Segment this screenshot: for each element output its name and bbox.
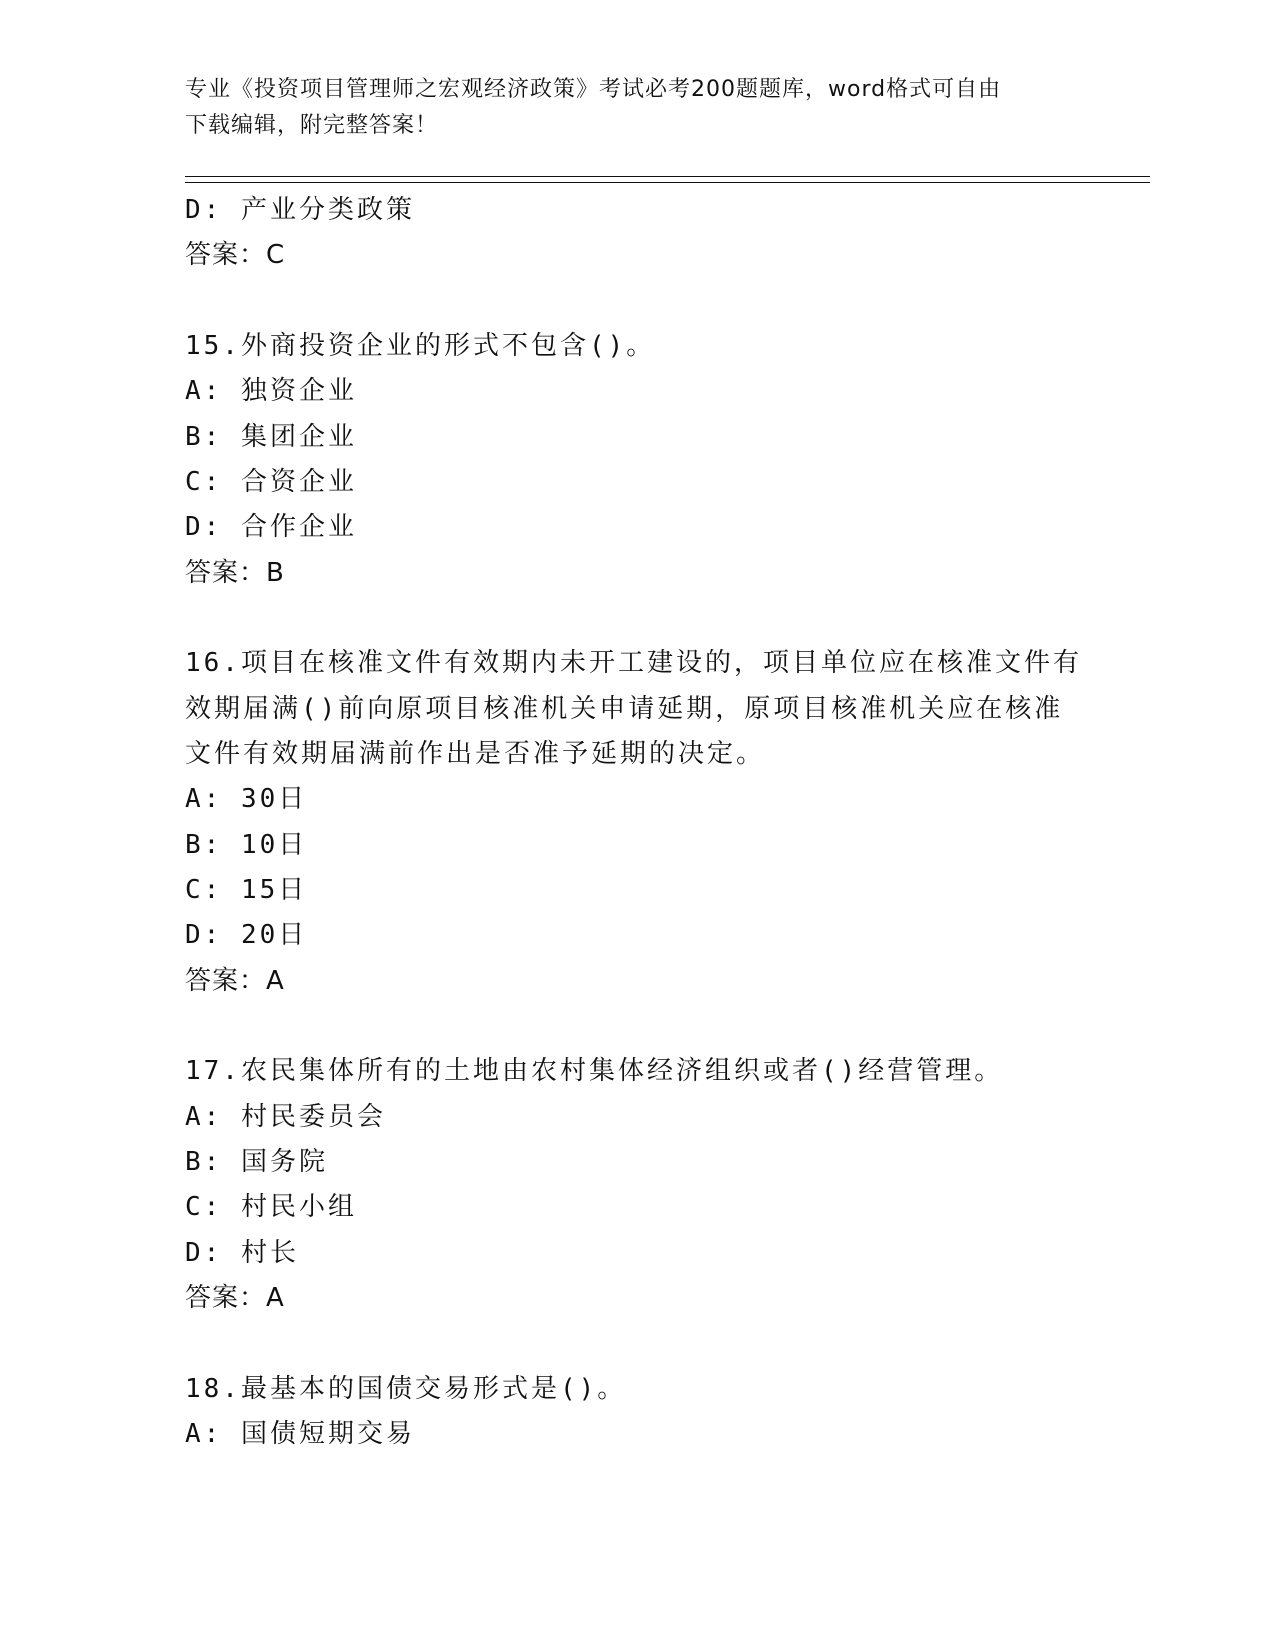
previous-question-answer: 答案：C xyxy=(185,240,286,271)
question-16-option-d: D: 20日 xyxy=(185,920,308,951)
question-content xyxy=(185,188,1085,1457)
question-18-option-a: A: 国债短期交易 xyxy=(185,1418,415,1449)
previous-question-option-d: D: 产业分类政策 xyxy=(185,195,415,225)
question-17-option-c: C: 村民小组 xyxy=(185,1192,357,1223)
question-17-text: 17.农民集体所有的土地由农村集体经济组织或者()经营管理。 xyxy=(185,1056,1004,1087)
header-divider-top xyxy=(185,176,1150,177)
question-17-option-b: B: 国务院 xyxy=(185,1147,328,1178)
header-divider-bottom xyxy=(185,182,1150,183)
question-15-answer: 答案：B xyxy=(185,557,285,588)
question-16 xyxy=(185,641,1085,1004)
question-16-option-c: C: 15日 xyxy=(185,875,308,906)
question-15-text: 15.外商投资企业的形式不包含()。 xyxy=(185,330,656,361)
question-15-option-b: B: 集团企业 xyxy=(185,421,357,452)
question-17-answer: 答案：A xyxy=(185,1283,285,1314)
question-16-answer: 答案：A xyxy=(185,965,285,996)
question-16-option-a: A: 30日 xyxy=(185,784,308,815)
question-15-option-d: D: 合作企业 xyxy=(185,512,357,543)
question-16-text-line-1: 16.项目在核准文件有效期内未开工建设的，项目单位应在核准文件有 xyxy=(185,648,1082,679)
question-16-option-b: B: 10日 xyxy=(185,829,308,860)
question-16-text-line-2: 效期届满()前向原项目核准机关申请延期，原项目核准机关应在核准 xyxy=(185,693,1064,724)
question-16-text-line-3: 文件有效期届满前作出是否准予延期的决定。 xyxy=(185,738,766,769)
question-15-option-c: C: 合资企业 xyxy=(185,466,357,497)
header-line-2: 下载编辑，附完整答案！ xyxy=(185,113,439,138)
question-17-option-a: A: 村民委员会 xyxy=(185,1101,386,1132)
document-header xyxy=(185,72,1065,144)
question-15-option-a: A: 独资企业 xyxy=(185,376,357,407)
question-18-text: 18.最基本的国债交易形式是()。 xyxy=(185,1373,627,1404)
question-18 xyxy=(185,1367,1085,1458)
header-line-1: 专业《投资项目管理师之宏观经济政策》考试必考200题题库，word格式可自由 xyxy=(185,77,1002,102)
question-17-option-d: D: 村长 xyxy=(185,1237,299,1268)
question-17 xyxy=(185,1049,1085,1321)
question-15 xyxy=(185,324,1085,596)
